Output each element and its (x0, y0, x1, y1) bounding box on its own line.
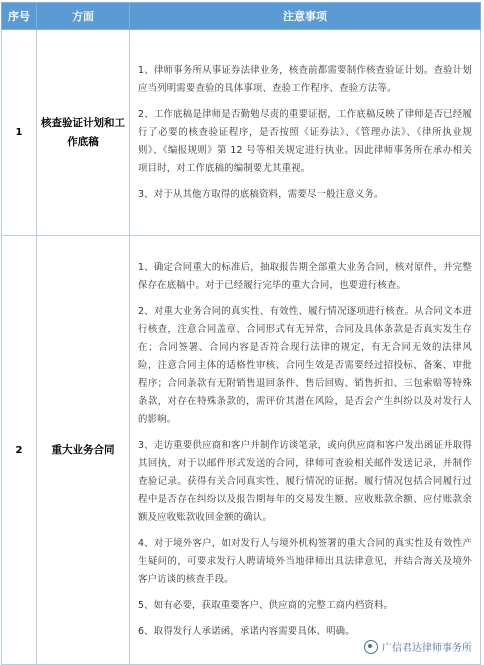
wechat-channel-icon (364, 640, 378, 654)
note-item: 2、工作底稿是律师是否勤勉尽责的重要证据，工作底稿反映了律师是否已经履行了必要的核查验证程序，是否按照《证券法》、《管理办法》、《律所执业规则》、《编报规则》第 12 号等相关规定进行执业。因此律师事务所在承办相关项目时，对工作底稿的编制要尤其重视。 (138, 108, 472, 174)
note-item: 2、对重大业务合同的真实性、有效性、履行情况逐项进行核查。从合同文本进行核查，注意合同盖章、合同形式有无异常，合同及具体条款是否真实发生存在；合同签署、合同内容是否符合现行法律的规定，有无合同无效的法律风险，注意合同主体的适格性审核、合同生效是否需要经过招投标、备案、审批程序；合同条款有无附销售退回条件、售后回购、销售折扣、三包索赔等特殊条款，对存在特殊条款的，需评价其潜在风险，是否会产生纠纷以及对发行人的影响。 (138, 306, 472, 425)
note-item: 4、对于境外客户，如对发行人与境外机构签署的重大合同的真实性及有效性产生疑问的，可要求发行人聘请境外当地律师出具法律意见，并结合海关及境外客户访谈的核查手段。 (138, 538, 472, 585)
notes-table (1, 2, 481, 665)
table-header-row (2, 3, 481, 30)
note-item: 1、确定合同重大的标准后，抽取报告期全部重大业务合同，核对原件，并完整保存在底稿中。对于已经履行完毕的重大合同，也要进行核查。 (138, 262, 472, 291)
header-notes: 注意事项 (130, 3, 481, 30)
note-item: 1、律师事务所从事证券法律业务，核查前都需要制作核查验证计划。查验计划应当列明需要查验的具体事项、查验工作程序、查验方法等。 (138, 64, 472, 94)
note-item: 5、如有必要，获取重要客户、供应商的完整工商内档资料。 (138, 600, 394, 611)
note-item: 3、对于从其他方取得的底稿资料，需要尽一般注意义务。 (138, 188, 384, 200)
header-seq: 序号 (2, 3, 37, 30)
note-item: 6、取得发行人承诺函，承诺内容需要具体、明确。 (138, 626, 355, 637)
note-item: 3、走访重要供应商和客户并制作访谈笔录，或向供应商和客户发出函证并取得其回执，对于以邮件形式发送的合同，律师可查验相关邮件发送记录，并制作查验记录。获得有关合同真实性、履行情况的证据。履行情况包括合同履行过程中是否存在纠纷以及报告期每年的交易发生额、应收账款余额、应付账款余额及应收账款收回金额的确认。 (138, 440, 472, 523)
row-aspect: 重大业务合同 (37, 236, 130, 665)
watermark (364, 639, 472, 654)
row-notes (130, 30, 481, 236)
table-row (2, 30, 481, 236)
row-notes (130, 236, 481, 665)
row-aspect: 核查验证计划和工作底稿 (37, 30, 130, 236)
row-seq: 1 (2, 30, 37, 236)
row-seq: 2 (2, 236, 37, 665)
table-row (2, 236, 481, 665)
header-aspect: 方面 (37, 3, 130, 30)
watermark-text: 广信君达律师事务所 (382, 643, 472, 654)
